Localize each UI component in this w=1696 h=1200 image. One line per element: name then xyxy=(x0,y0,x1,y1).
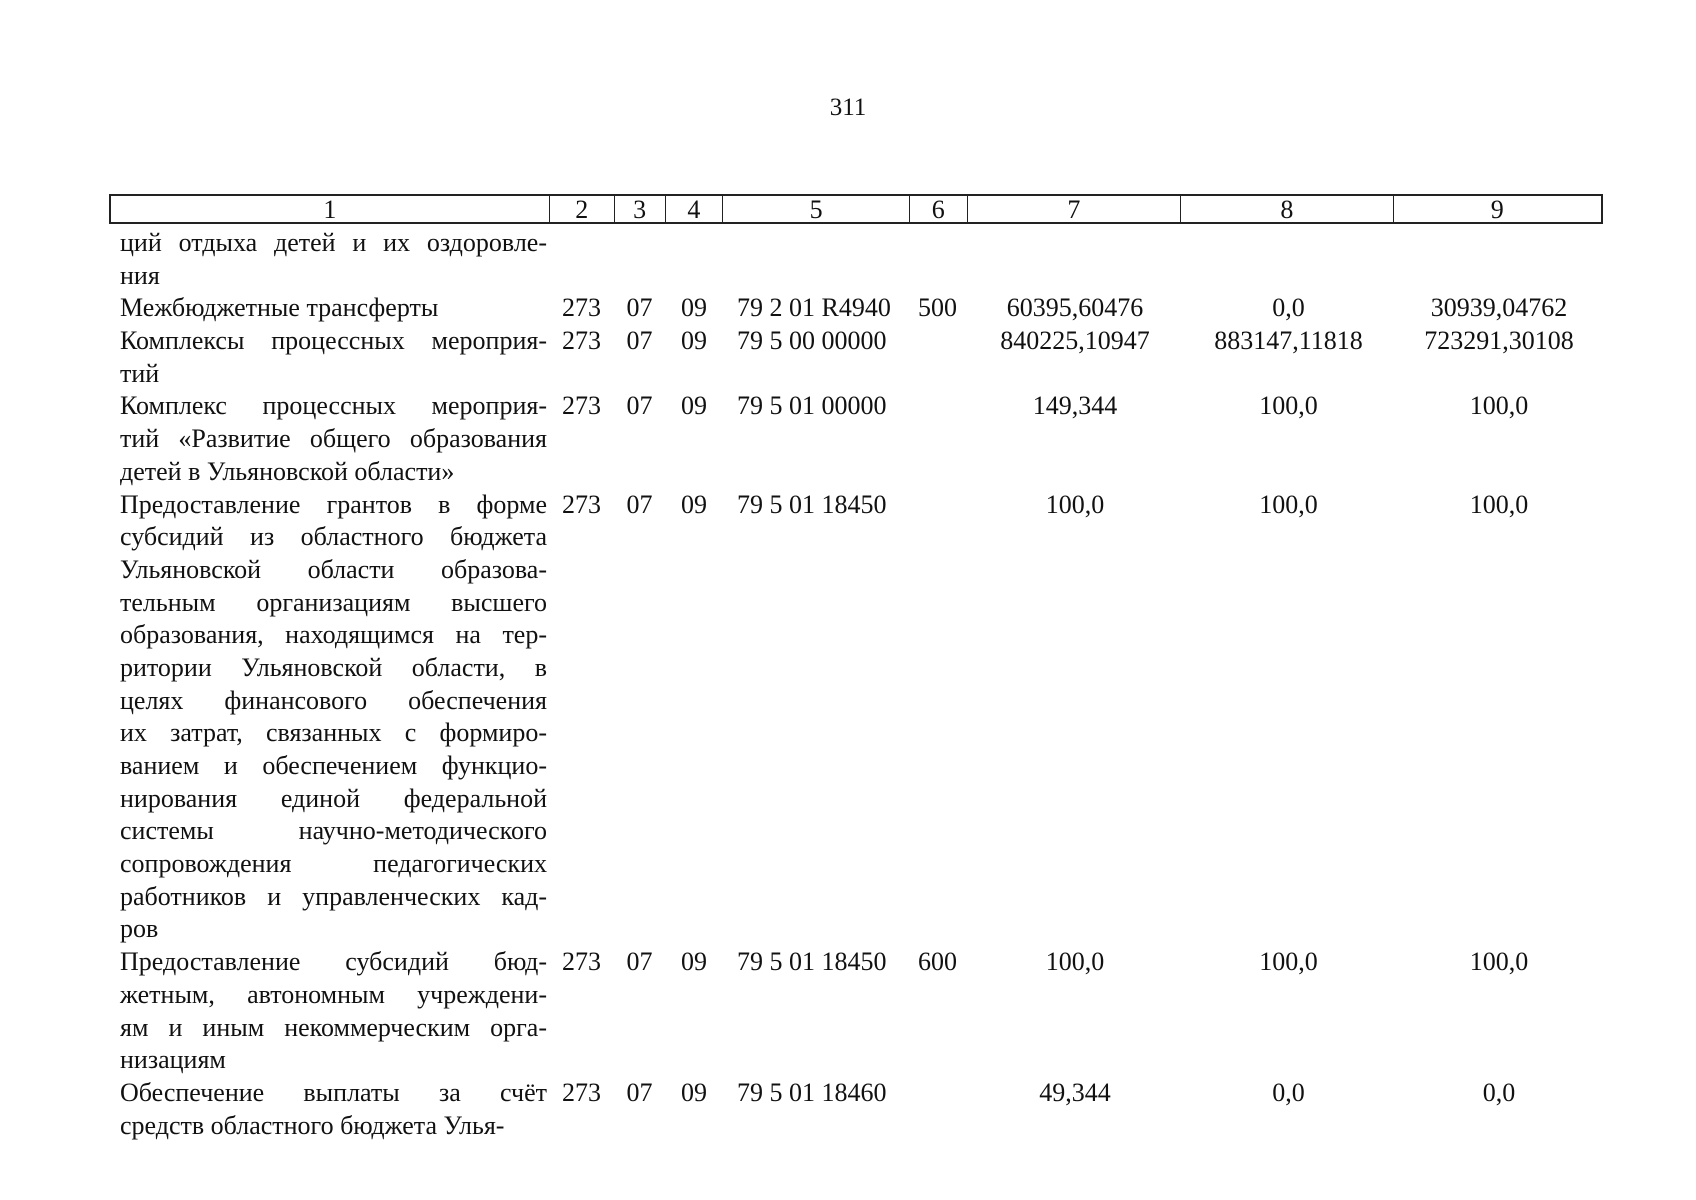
cell-target-article: 79 5 01 18450 xyxy=(737,489,887,519)
cell-name-line: ров xyxy=(120,914,159,944)
table-header xyxy=(109,194,1603,224)
cell-section: 09 xyxy=(681,326,707,356)
header-col-1: 1 xyxy=(111,196,550,222)
cell-name xyxy=(109,946,549,1077)
cell-amount-7: 840225,10947 xyxy=(1000,326,1150,356)
cell-target-article: 79 5 01 18450 xyxy=(737,947,887,977)
cell-name-line: ритории Ульяновской области, в xyxy=(120,652,547,682)
cell-rz: 273 xyxy=(562,489,601,519)
cell-amount-7: 49,344 xyxy=(1039,1077,1111,1107)
cell-name xyxy=(109,292,549,325)
cell-amount-7: 100,0 xyxy=(1045,489,1105,519)
cell-name-line: ванием и обеспечением функцио- xyxy=(120,751,547,781)
cell-name-line: Обеспечение выплаты за счёт xyxy=(120,1077,547,1107)
cell-name-line: ям и иным некоммерческим орга- xyxy=(120,1012,547,1042)
cell-pr: 07 xyxy=(626,1077,653,1107)
cell-name-line: Предоставление грантов в форме xyxy=(120,489,547,519)
cell-amount-8: 100,0 xyxy=(1259,489,1318,519)
cell-amount-7: 100,0 xyxy=(1045,947,1105,977)
cell-amount-8: 0,0 xyxy=(1272,1077,1305,1107)
header-col-2: 2 xyxy=(550,196,615,222)
cell-section: 09 xyxy=(681,489,707,519)
table-row xyxy=(109,325,1603,390)
cell-amount-9: 100,0 xyxy=(1469,489,1529,519)
cell-amount-8: 883147,11818 xyxy=(1214,326,1363,356)
table-row xyxy=(109,390,1603,488)
cell-section: 09 xyxy=(681,1077,707,1107)
cell-amount-9: 30939,04762 xyxy=(1430,293,1568,323)
cell-name-line: системы научно-методического xyxy=(120,816,547,846)
cell-rz: 273 xyxy=(562,947,601,977)
table-row xyxy=(109,227,1603,292)
cell-rz: 273 xyxy=(562,293,601,323)
header-col-5: 5 xyxy=(723,196,910,222)
cell-name-line: сопровождения педагогических xyxy=(120,849,547,879)
cell-name-line: средств областного бюджета Улья- xyxy=(120,1110,505,1140)
table-row xyxy=(109,1077,1603,1142)
cell-expense-type: 600 xyxy=(918,947,957,977)
cell-name-line: жетным, автономным учреждени- xyxy=(120,979,547,1009)
cell-rz: 273 xyxy=(562,1077,601,1107)
cell-name-line: тий «Развитие общего образования xyxy=(120,424,547,454)
cell-name-line: детей в Ульяновской области» xyxy=(120,456,455,486)
cell-amount-9: 100,0 xyxy=(1469,947,1529,977)
cell-amount-9: 723291,30108 xyxy=(1424,326,1574,356)
header-col-4: 4 xyxy=(666,196,724,222)
cell-rz: 273 xyxy=(562,326,601,356)
cell-section: 09 xyxy=(681,391,707,421)
cell-name xyxy=(109,390,549,488)
table-row xyxy=(109,946,1603,1077)
cell-amount-8: 0,0 xyxy=(1272,293,1305,323)
page-number: 311 xyxy=(829,94,867,121)
header-col-8: 8 xyxy=(1181,196,1393,222)
table-row xyxy=(109,489,1603,947)
header-col-6: 6 xyxy=(910,196,968,222)
cell-name-line: Комплексы процессных мероприя- xyxy=(120,326,547,356)
cell-name xyxy=(109,1077,549,1142)
cell-pr: 07 xyxy=(626,391,653,421)
cell-name-line: Комплекс процессных мероприя- xyxy=(120,391,547,421)
cell-amount-9: 0,0 xyxy=(1482,1077,1516,1107)
table-body xyxy=(109,227,1603,1142)
cell-amount-9: 100,0 xyxy=(1469,391,1529,421)
cell-name-line: их затрат, связанных с формиро- xyxy=(120,718,547,748)
cell-name-line: ния xyxy=(120,260,160,290)
cell-name-line: субсидий из областного бюджета xyxy=(120,522,547,552)
cell-target-article: 79 5 00 00000 xyxy=(737,326,887,356)
cell-name-line: тельным организациям высшего xyxy=(120,587,547,617)
cell-rz: 273 xyxy=(562,391,601,421)
cell-pr: 07 xyxy=(626,293,653,323)
header-col-7: 7 xyxy=(968,196,1181,222)
cell-name xyxy=(109,489,549,947)
cell-name-line: Межбюджетные трансферты xyxy=(120,293,439,323)
cell-target-article: 79 2 01 R4940 xyxy=(737,293,891,323)
cell-name-line: образования, находящимся на тер- xyxy=(120,620,547,650)
header-col-3: 3 xyxy=(615,196,666,222)
cell-pr: 07 xyxy=(626,947,653,977)
cell-expense-type: 500 xyxy=(918,293,957,323)
cell-name-line: нирования единой федеральной xyxy=(120,783,547,813)
header-col-9: 9 xyxy=(1490,195,1504,224)
cell-section: 09 xyxy=(681,293,707,323)
cell-name-line: Ульяновской области образова- xyxy=(120,554,547,584)
cell-section: 09 xyxy=(681,947,707,977)
table-row xyxy=(109,292,1603,325)
cell-amount-8: 100,0 xyxy=(1259,947,1318,977)
cell-name-line: работников и управленческих кад- xyxy=(120,881,547,911)
cell-name xyxy=(109,227,549,292)
cell-target-article: 79 5 01 18460 xyxy=(737,1077,887,1107)
cell-amount-8: 100,0 xyxy=(1259,391,1318,421)
cell-pr: 07 xyxy=(626,326,653,356)
cell-name-line: ций отдыха детей и их оздоровле- xyxy=(120,228,547,257)
cell-name xyxy=(109,325,549,390)
cell-name-line: низациям xyxy=(120,1045,226,1075)
cell-name-line: тий xyxy=(120,358,160,388)
cell-amount-7: 60395,60476 xyxy=(1006,293,1144,323)
cell-target-article: 79 5 01 00000 xyxy=(737,391,887,421)
cell-pr: 07 xyxy=(626,489,653,519)
cell-name-line: целях финансового обеспечения xyxy=(120,685,547,715)
cell-amount-7: 149,344 xyxy=(1032,391,1118,421)
cell-name-line: Предоставление субсидий бюд- xyxy=(120,947,547,977)
